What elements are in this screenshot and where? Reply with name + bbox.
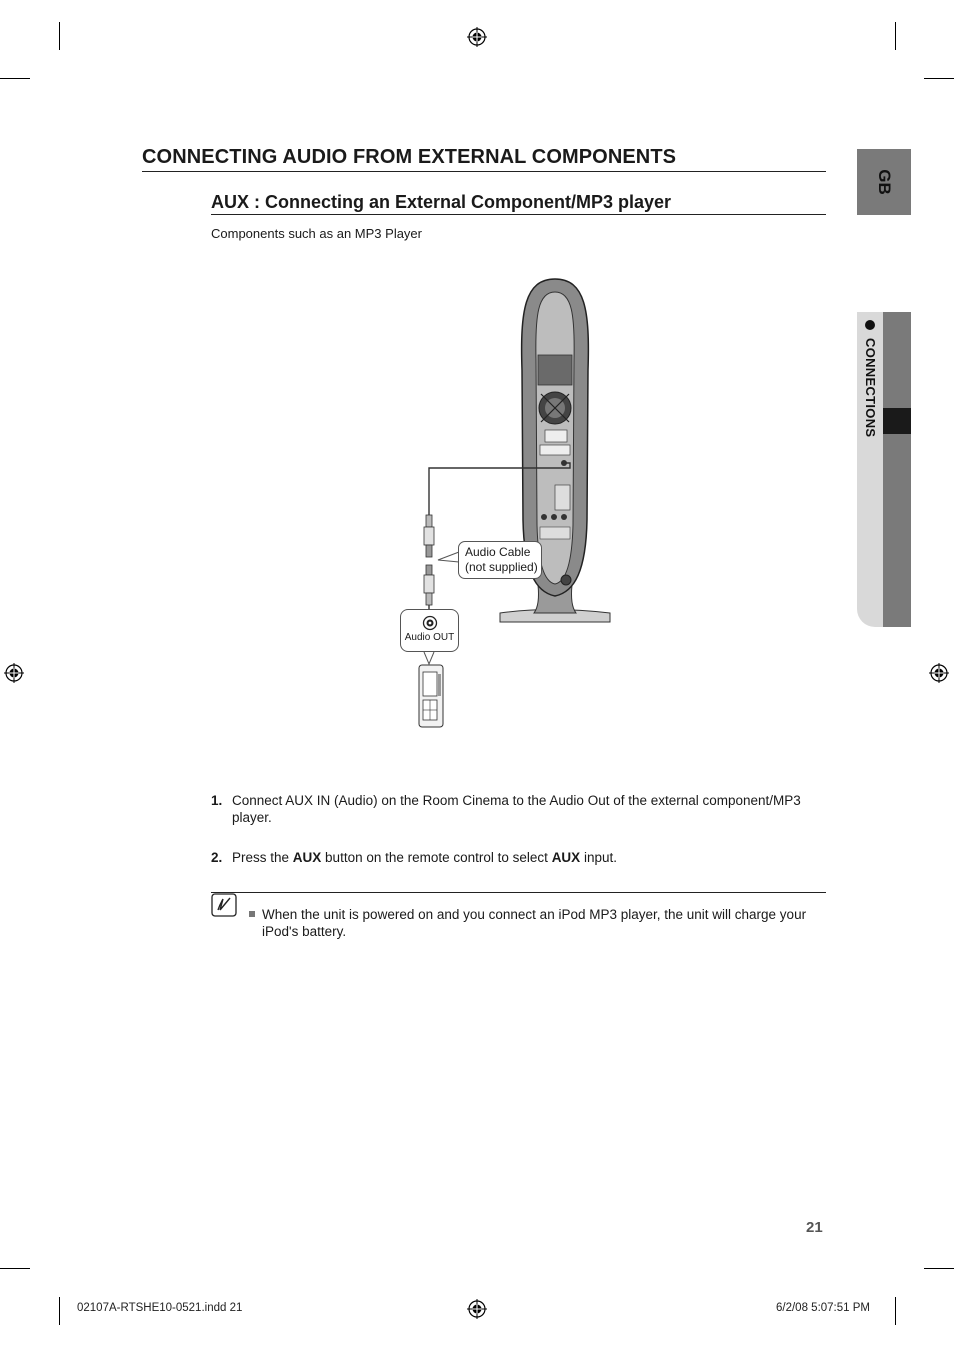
page-number: 21 — [806, 1219, 823, 1236]
registration-mark-icon — [467, 27, 487, 47]
section-tab-strip — [883, 312, 911, 627]
step-text-part: input. — [580, 850, 617, 865]
section-tab-marker — [883, 408, 911, 434]
page-title: CONNECTING AUDIO FROM EXTERNAL COMPONENTS — [142, 146, 826, 172]
note-pencil-icon — [211, 893, 237, 917]
crop-mark — [924, 78, 954, 79]
crop-mark — [924, 1268, 954, 1269]
footer-file: 02107A-RTSHE10-0521.indd 21 — [77, 1302, 243, 1314]
registration-mark-icon — [467, 1299, 487, 1319]
crop-mark — [0, 78, 30, 79]
step-number: 1. — [211, 793, 223, 808]
crop-mark — [0, 1268, 30, 1269]
crop-mark — [895, 1297, 896, 1325]
registration-mark-icon — [4, 663, 24, 683]
intro-text: Components such as an MP3 Player — [211, 226, 422, 241]
step-1 — [211, 792, 821, 826]
aux-input-name: AUX — [551, 850, 581, 865]
audio-jack-icon — [422, 615, 438, 631]
note — [249, 906, 824, 940]
step-text-part: Press the — [232, 850, 293, 865]
section-subtitle: AUX : Connecting an External Component/MP3 player — [211, 192, 826, 215]
step-text-part: button on the remote control to select — [321, 850, 552, 865]
crop-mark — [895, 22, 896, 50]
connection-diagram — [390, 270, 620, 740]
mp3-player-icon — [419, 665, 443, 727]
cable-label-line2: (not supplied) — [465, 560, 538, 574]
cable-callout — [458, 541, 542, 579]
audio-out-callout — [400, 609, 459, 652]
square-bullet-icon — [249, 911, 255, 917]
step-2 — [211, 849, 821, 866]
step-number: 2. — [211, 850, 223, 865]
bullet-icon — [865, 320, 875, 330]
section-tab-text — [857, 320, 883, 500]
speaker-label-plate — [538, 355, 572, 385]
step-text — [232, 849, 821, 866]
power-connector — [561, 575, 571, 585]
cable-label-line1: Audio Cable — [465, 545, 531, 559]
aux-button-name: AUX — [292, 850, 322, 865]
note-text: When the unit is powered on and you connect an iPod MP3 player, the unit will charge your iPod's battery. — [262, 907, 807, 939]
footer-date: 6/2/08 5:07:51 PM — [776, 1302, 870, 1314]
crop-mark — [59, 22, 60, 50]
language-tab — [857, 149, 911, 215]
step-text: Connect AUX IN (Audio) on the Room Cinema to the Audio Out of the external component/MP3 player. — [232, 793, 801, 825]
section-tab-label: CONNECTIONS — [863, 338, 878, 438]
registration-mark-icon — [929, 663, 949, 683]
language-tab-label: GB — [875, 169, 894, 195]
audio-out-label: Audio OUT — [404, 632, 455, 643]
crop-mark — [59, 1297, 60, 1325]
note-divider — [211, 892, 826, 893]
